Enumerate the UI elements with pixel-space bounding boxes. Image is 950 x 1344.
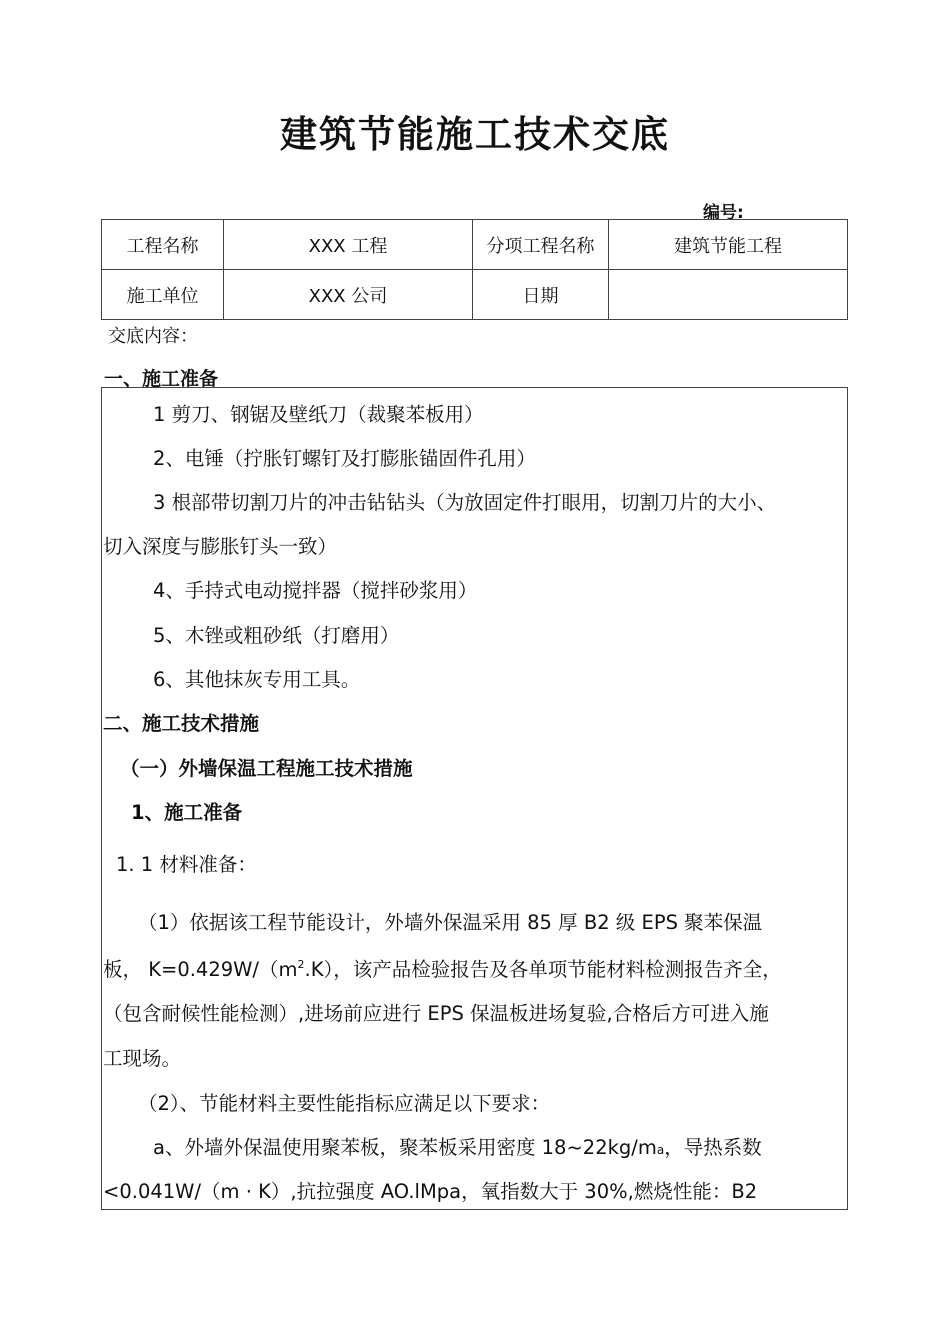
- tool-item-2: 2、电锤（拧胀钉螺钉及打膨胀锚固件孔用）: [153, 447, 536, 470]
- paragraph-1-line3: （包含耐候性能检测）,进场前应进行 EPS 保温板进场复验,合格后方可进入施: [103, 1002, 769, 1025]
- document-title: 建筑节能施工技术交底: [280, 113, 670, 156]
- content-label: 交底内容：: [108, 326, 198, 347]
- subsection-heading-exterior-wall: （一）外墙保温工程施工技术措施: [120, 757, 413, 780]
- table-row: [102, 270, 848, 320]
- subsection-heading-materials: 1. 1 材料准备：: [116, 853, 257, 876]
- tool-item-5: 5、木锉或粗砂纸（打磨用）: [153, 624, 400, 647]
- contractor-label: 施工单位: [102, 270, 224, 320]
- tool-item-3-line1: 3 根部带切割刀片的冲击钻钻头（为放固定件打眼用，切割刀片的大小、: [153, 491, 777, 514]
- section-heading-preparation: 一、施工准备: [104, 368, 219, 390]
- sub-project-value: 建筑节能工程: [609, 220, 848, 270]
- date-label: 日期: [473, 270, 609, 320]
- tool-item-6: 6、其他抹灰专用工具。: [153, 668, 361, 691]
- date-value: [609, 270, 848, 320]
- tool-item-1: 1 剪刀、钢锯及壁纸刀（裁聚苯板用）: [153, 403, 484, 426]
- document-number-label: 编号:: [703, 203, 744, 223]
- subsection-heading-preparation: 1、施工准备: [131, 801, 243, 824]
- tool-item-3-line2: 切入深度与膨胀钉头一致）: [103, 535, 338, 558]
- paragraph-2: （2）、节能材料主要性能指标应满足以下要求：: [138, 1092, 551, 1115]
- contractor-value: XXX 公司: [224, 270, 473, 320]
- paragraph-1-line1: （1）依据该工程节能设计，外墙外保温采用 85 厚 B2 级 EPS 聚苯保温: [138, 911, 763, 934]
- paragraph-a-line1: a、外墙外保温使用聚苯板，聚苯板采用密度 18~22kg/ma，导热系数: [153, 1136, 762, 1159]
- tool-item-4: 4、手持式电动搅拌器（搅拌砂浆用）: [153, 579, 478, 602]
- project-info-table: [101, 219, 848, 320]
- project-name-value: XXX 工程: [224, 220, 473, 270]
- paragraph-1-line2: 板， $K=0.429W/(m^2.K)$，该产品检验报告及各单项节能材料检测报告齐全，: [103, 958, 782, 981]
- table-row: [102, 220, 848, 270]
- paragraph-1-line4: 工现场。: [103, 1047, 182, 1070]
- sub-project-label: 分项工程名称: [473, 220, 609, 270]
- section-heading-measures: 二、施工技术措施: [103, 712, 260, 735]
- paragraph-a-line2: <0.041W/（m · K）,抗拉强度 AO.lMpa，氧指数大于 30%,燃烧性能：B2: [103, 1180, 758, 1203]
- project-name-label: 工程名称: [102, 220, 224, 270]
